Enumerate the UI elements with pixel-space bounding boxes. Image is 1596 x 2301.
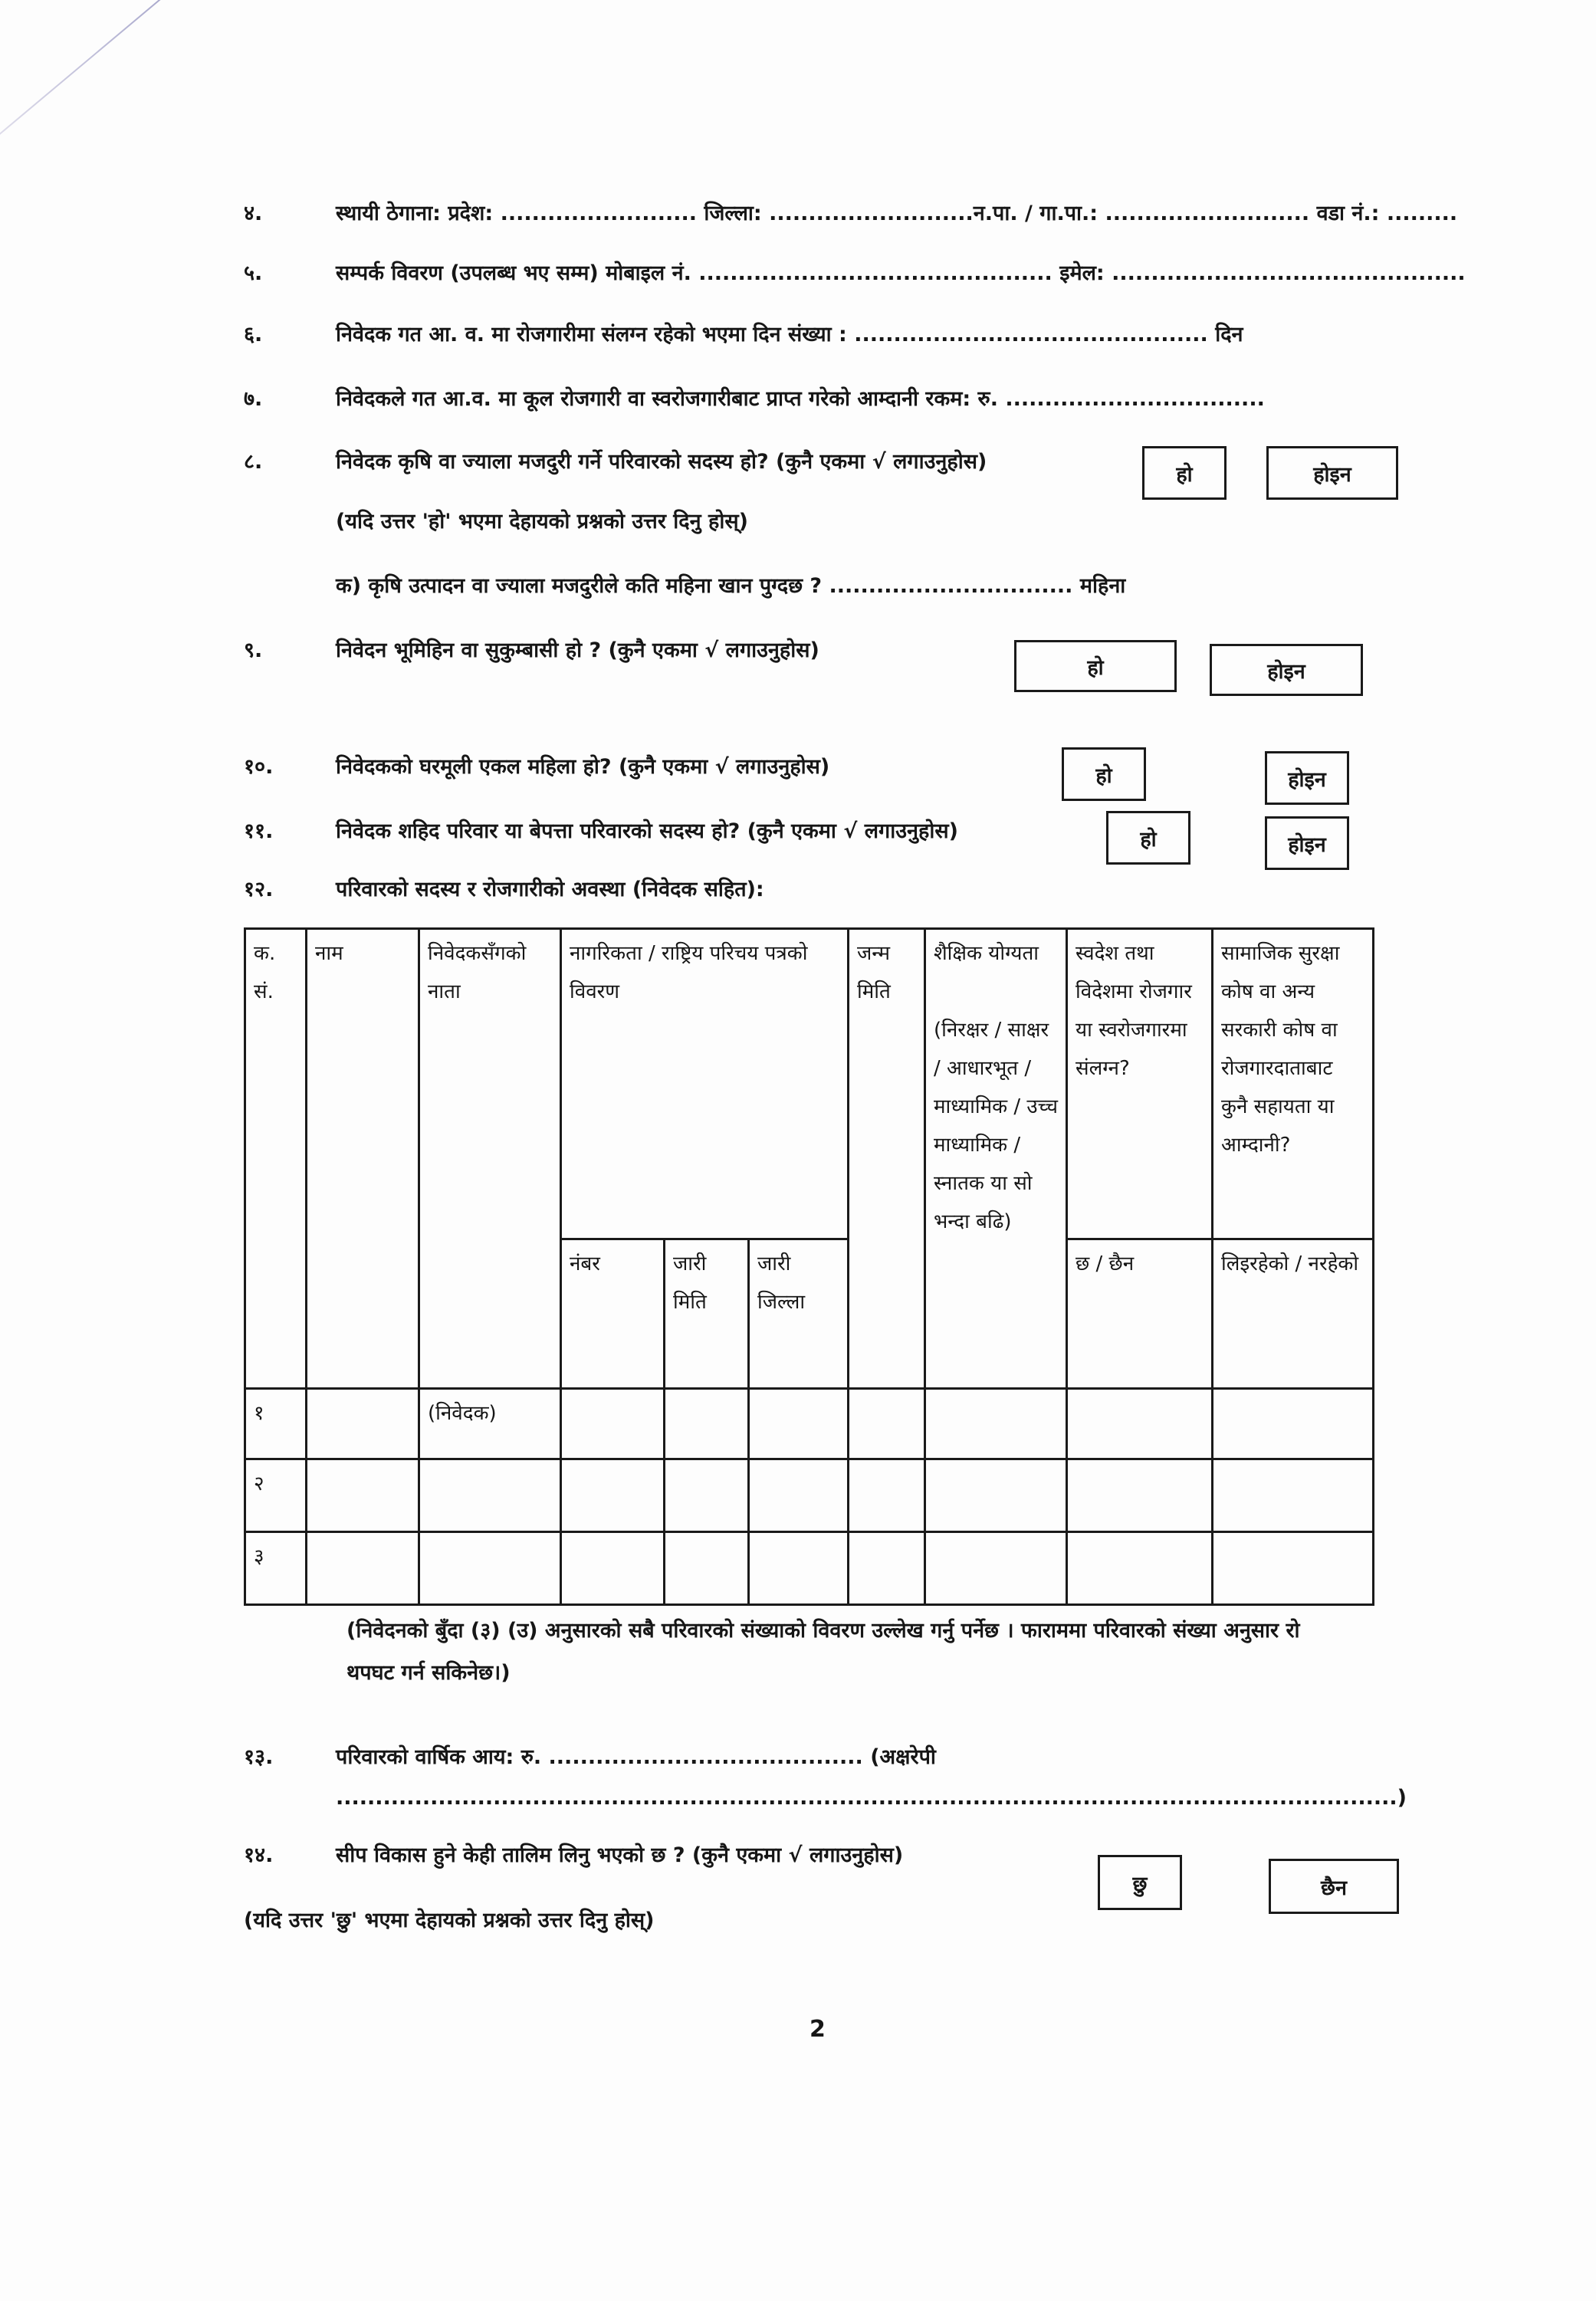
cell-issue-date[interactable] [665, 1389, 749, 1459]
item-9-yes-box[interactable]: हो [1014, 640, 1177, 692]
cell-dob[interactable] [849, 1459, 925, 1532]
item-6-number: ६. [244, 323, 263, 346]
item-13-annual-income: परिवारको वार्षिक आय: रु. ........................................ (अक्षरेपी [336, 1745, 936, 1769]
cell-issue-district[interactable] [749, 1532, 849, 1605]
cell-number[interactable] [561, 1459, 665, 1532]
item-11-no-box[interactable]: होइन [1265, 816, 1349, 870]
item-4-number: ४. [244, 202, 263, 225]
header-citizenship-number: नंबर [561, 1239, 665, 1389]
table-note: (निवेदनको बुँदा (३) (उ) अनुसारको सबै परिवारको संख्याको विवरण उल्लेख गर्नु पर्नेछ । फाराममा परिवारको संख्या अनुसार रो थपघट गर्न सकिनेछ।) [346, 1619, 1300, 1685]
item-10-no-box[interactable]: होइन [1265, 751, 1349, 805]
item-11-question: निवेदक शहिद परिवार या बेपत्ता परिवारको सदस्य हो? (कुनै एकमा √ लगाउनुहोस) [336, 819, 958, 843]
item-13-amount-in-words: .......................................................................................................................................) [336, 1786, 1407, 1810]
cell-issue-district[interactable] [749, 1459, 849, 1532]
table-row [245, 1459, 1374, 1532]
cell-relation[interactable] [419, 1459, 561, 1532]
row-serial: २ [245, 1459, 307, 1532]
header-issue-district: जारी जिल्ला [749, 1239, 849, 1389]
cell-support[interactable] [1213, 1532, 1374, 1605]
cell-employment[interactable] [1067, 1459, 1213, 1532]
item-10-question: निवेदकको घरमूली एकल महिला हो? (कुनै एकमा √ लगाउनुहोस) [336, 755, 830, 779]
item-13-number: १३. [244, 1745, 274, 1769]
header-issue-date: जारी मिति [665, 1239, 749, 1389]
item-10-number: १०. [244, 755, 274, 779]
item-8-sub-question-a: क) कृषि उत्पादन वा ज्याला मजदुरीले कति महिना खान पुग्दछ ? ............................... महिना [336, 574, 1126, 598]
row-serial: १ [245, 1389, 307, 1459]
paper-fold-shadow [0, 0, 261, 147]
header-date-of-birth: जन्म मिति [849, 929, 925, 1389]
cell-support[interactable] [1213, 1459, 1374, 1532]
cell-employment[interactable] [1067, 1389, 1213, 1459]
cell-number[interactable] [561, 1389, 665, 1459]
cell-issue-district[interactable] [749, 1389, 849, 1459]
header-support: सामाजिक सुरक्षा कोष वा अन्य सरकारी कोष वा रोजगारदाताबाट कुनै सहायता या आम्दानी? [1213, 929, 1374, 1239]
item-8-question: निवेदक कृषि वा ज्याला मजदुरी गर्ने परिवारको सदस्य हो? (कुनै एकमा √ लगाउनुहोस) [336, 450, 987, 474]
item-12-number: १२. [244, 878, 274, 901]
item-12-title: परिवारको सदस्य र रोजगारीको अवस्था (निवेदक सहित): [336, 878, 764, 901]
item-5-contact: सम्पर्क विवरण (उपलब्ध भए सम्म) मोबाइल नं. ............................................. इमेल: ............................................. [336, 261, 1466, 285]
header-education [925, 929, 1067, 1389]
cell-issue-date[interactable] [665, 1532, 749, 1605]
cell-education[interactable] [925, 1459, 1067, 1532]
item-8-instruction: (यदि उत्तर 'हो' भएमा देहायको प्रश्नको उत्तर दिनु होस्) [336, 510, 748, 533]
item-14-question: सीप विकास हुने केही तालिम लिनु भएको छ ? (कुनै एकमा √ लगाउनुहोस) [336, 1843, 904, 1867]
table-row [245, 1389, 1374, 1459]
table-row [245, 1532, 1374, 1605]
item-11-yes-box[interactable]: हो [1106, 811, 1190, 865]
item-7-number: ७. [244, 387, 263, 411]
item-9-no-box[interactable]: होइन [1210, 644, 1363, 696]
cell-employment[interactable] [1067, 1532, 1213, 1605]
header-employment: स्वदेश तथा विदेशमा रोजगार या स्वरोजगारमा संलग्न? [1067, 929, 1213, 1239]
header-relation: निवेदकसँगको नाता [419, 929, 561, 1389]
header-employment-options: छ / छैन [1067, 1239, 1213, 1389]
cell-issue-date[interactable] [665, 1459, 749, 1532]
item-7-income-amount: निवेदकले गत आ.व. मा कूल रोजगारी वा स्वरोजगारीबाट प्राप्त गरेको आम्दानी रकम: रु. ................................. [336, 387, 1265, 411]
cell-relation[interactable] [419, 1532, 561, 1605]
cell-relation[interactable]: (निवेदक) [419, 1389, 561, 1459]
cell-education[interactable] [925, 1532, 1067, 1605]
item-14-chhu-box[interactable]: छु [1098, 1855, 1182, 1910]
header-citizenship: नागरिकता / राष्ट्रिय परिचय पत्रको विवरण [561, 929, 849, 1239]
item-8-yes-box[interactable]: हो [1142, 446, 1227, 500]
cell-number[interactable] [561, 1532, 665, 1605]
item-8-number: ८. [244, 450, 263, 474]
row-serial: ३ [245, 1532, 307, 1605]
cell-name[interactable] [307, 1459, 419, 1532]
header-education-options: (निरक्षर / साक्षर / आधारभूत / माध्यामिक / उच्च माध्यामिक / स्नातक या सो भन्दा बढि) [934, 1019, 1058, 1233]
item-5-number: ५. [244, 261, 263, 285]
header-serial-number: क. सं. [245, 929, 307, 1389]
item-9-question: निवेदन भूमिहिन वा सुकुम्बासी हो ? (कुनै एकमा √ लगाउनुहोस) [336, 638, 819, 662]
item-14-instruction: (यदि उत्तर 'छु' भएमा देहायको प्रश्नको उत्तर दिनु होस्) [244, 1909, 655, 1932]
item-8-no-box[interactable]: होइन [1266, 446, 1398, 500]
cell-education[interactable] [925, 1389, 1067, 1459]
item-14-chhaina-box[interactable]: छैन [1269, 1859, 1399, 1914]
header-support-options: लिइरहेको / नरहेको [1213, 1239, 1374, 1389]
header-education-label: शैक्षिक योग्यता [934, 942, 1039, 965]
item-4-permanent-address: स्थायी ठेगाना: प्रदेश: ......................... जिल्ला: ..........................न.पा. / गा.पा.: .......................... वडा नं.: ......... [336, 202, 1458, 225]
cell-dob[interactable] [849, 1389, 925, 1459]
cell-support[interactable] [1213, 1389, 1374, 1459]
cell-dob[interactable] [849, 1532, 925, 1605]
cell-name[interactable] [307, 1389, 419, 1459]
item-6-employment-days: निवेदक गत आ. व. मा रोजगारीमा संलग्न रहेको भएमा दिन संख्या : ............................................. दिन [336, 323, 1243, 346]
header-name: नाम [307, 929, 419, 1389]
item-14-number: १४. [244, 1843, 274, 1867]
page-number: 2 [809, 2016, 826, 2043]
item-9-number: ९. [244, 638, 263, 662]
item-11-number: ११. [244, 819, 274, 843]
family-members-table [244, 927, 1374, 1606]
cell-name[interactable] [307, 1532, 419, 1605]
item-10-yes-box[interactable]: हो [1062, 747, 1146, 801]
